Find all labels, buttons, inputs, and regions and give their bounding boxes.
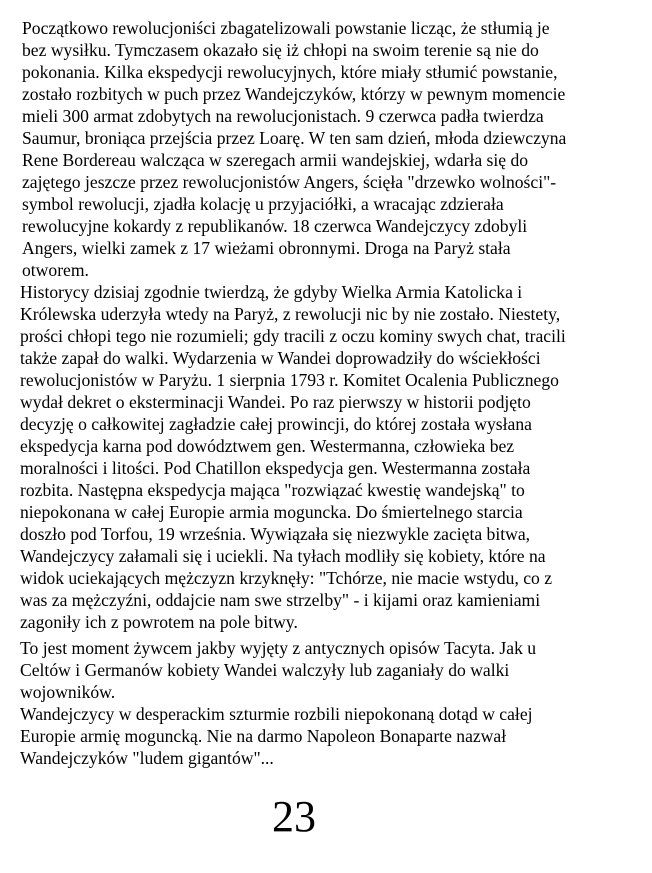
text-line: niepokonana w całej Europie armia moguncka. Do śmiertelnego starcia bbox=[20, 502, 523, 522]
text-line: prości chłopi tego nie rozumieli; gdy tracili z oczu kominy swych chat, tracili bbox=[20, 326, 566, 346]
text-line: Wandejczyków "ludem gigantów"... bbox=[20, 748, 274, 768]
text-line: mieli 300 armat zdobytych na rewolucjonistach. 9 czerwca padła twierdza bbox=[22, 106, 544, 126]
text-line: doszło pod Torfou, 19 września. Wywiązała się niezwykle zacięta bitwa, bbox=[20, 524, 531, 544]
text-line: Początkowo rewolucjoniści zbagatelizowali powstanie licząc, że stłumią je bbox=[22, 18, 550, 38]
text-line: ekspedycja karna pod dowództwem gen. Westermanna, człowieka bez bbox=[20, 436, 515, 456]
text-line: Królewska uderzyła wtedy na Paryż, z rewolucji nic by nie zostało. Niestety, bbox=[20, 304, 561, 324]
text-line: zagoniły ich z powrotem na pole bitwy. bbox=[20, 612, 298, 632]
text-line: rozbita. Następna ekspedycja mająca "rozwiązać kwestię wandejską" to bbox=[20, 480, 525, 500]
text-line: wydał dekret o eksterminacji Wandei. Po raz pierwszy w historii podjęto bbox=[20, 392, 531, 412]
text-line: zostało rozbitych w puch przez Wandejczyków, którzy w pewnym momencie bbox=[22, 84, 566, 104]
page-number: 23 bbox=[272, 792, 316, 841]
text-line: Angers, wielki zamek z 17 wieżami obronnymi. Droga na Paryż stała bbox=[22, 238, 511, 258]
text-line: bez wysiłku. Tymczasem okazało się iż chłopi na swoim terenie są nie do bbox=[22, 40, 539, 60]
text-line: zajętego jeszcze przez rewolucjonistów Angers, ścięła "drzewko wolności"- bbox=[22, 172, 557, 192]
text-line: was za mężczyźni, oddajcie nam swe strzelby" - i kijami oraz kamieniami bbox=[20, 590, 541, 610]
text-line: widok uciekających mężczyzn krzyknęły: "Tchórze, nie macie wstydu, co z bbox=[20, 568, 553, 588]
text-line: rewolucyjne kokardy z republikanów. 18 czerwca Wandejczycy zdobyli bbox=[22, 216, 528, 236]
text-line: decyzję o całkowitej zagładzie całej prowincji, do której została wysłana bbox=[20, 414, 532, 434]
text-line: To jest moment żywcem jakby wyjęty z antycznych opisów Tacyta. Jak u bbox=[20, 638, 537, 658]
text-line: Saumur, broniąca przejścia przez Loarę. W ten sam dzień, młoda dziewczyna bbox=[22, 128, 567, 148]
text-line: Celtów i Germanów kobiety Wandei walczyły lub zaganiały do walki bbox=[20, 660, 510, 680]
text-line: rewolucjonistów w Paryżu. 1 sierpnia 1793 r. Komitet Ocalenia Publicznego bbox=[20, 370, 559, 390]
text-line: także zapał do walki. Wydarzenia w Wandei doprowadziły do wściekłości bbox=[20, 348, 541, 368]
text-line: wojowników. bbox=[20, 682, 116, 702]
text-line: Rene Bordereau walcząca w szeregach armii wandejskiej, wdarła się do bbox=[22, 150, 529, 170]
text-line: pokonania. Kilka ekspedycji rewolucyjnych, które miały stłumić powstanie, bbox=[22, 62, 558, 82]
text-line: Wandejczycy załamali się i uciekli. Na tyłach modliły się kobiety, które na bbox=[20, 546, 546, 566]
text-line: Historycy dzisiaj zgodnie twierdzą, że gdyby Wielka Armia Katolicka i bbox=[20, 282, 523, 302]
text-line: Wandejczycy w desperackim szturmie rozbili niepokonaną dotąd w całej bbox=[20, 704, 533, 724]
text-line: Europie armię moguncką. Nie na darmo Napoleon Bonaparte nazwał bbox=[20, 726, 507, 746]
text-line: symbol rewolucji, zjadła kolację u przyjaciółki, a wracając zdzierała bbox=[22, 194, 504, 214]
text-line: otworem. bbox=[22, 260, 89, 280]
text-line: moralności i litości. Pod Chatillon ekspedycja gen. Westermanna została bbox=[20, 458, 531, 478]
